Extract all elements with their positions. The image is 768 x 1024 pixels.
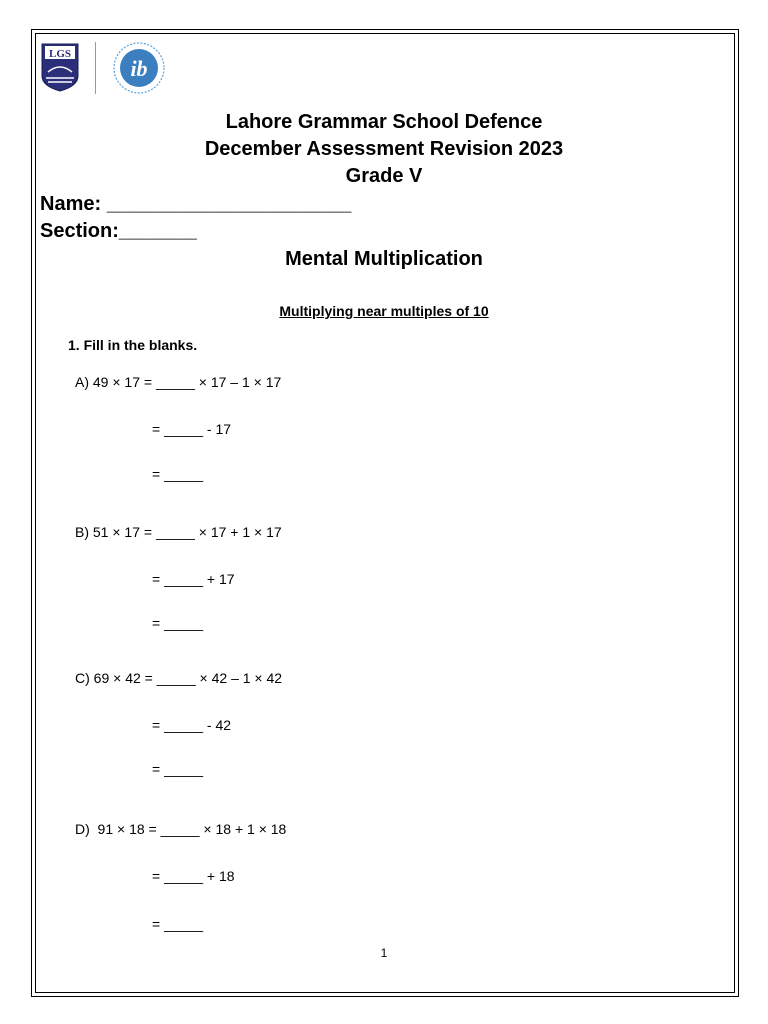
part-d-third-line[interactable]: = _____ xyxy=(152,916,203,932)
logo-divider xyxy=(95,42,96,94)
assessment-title: December Assessment Revision 2023 xyxy=(204,138,564,160)
grade-title: Grade V xyxy=(345,165,423,187)
part-a-first-line[interactable]: A) 49 × 17 = _____ × 17 – 1 × 17 xyxy=(75,374,282,390)
ib-logo xyxy=(112,41,166,95)
lgs-logo-text: LGS xyxy=(48,48,72,60)
section-field[interactable]: Section:_______ xyxy=(40,220,197,242)
part-c-first-line[interactable]: C) 69 × 42 = _____ × 42 – 1 × 42 xyxy=(75,670,283,686)
part-c-second-line[interactable]: = _____ - 42 xyxy=(152,717,232,733)
school-name: Lahore Grammar School Defence xyxy=(225,111,543,133)
page-number: 1 xyxy=(380,946,388,960)
part-d-second-line[interactable]: = _____ + 18 xyxy=(152,868,235,884)
part-c-third-line[interactable]: = _____ xyxy=(152,761,203,777)
part-a-third-line[interactable]: = _____ xyxy=(152,466,203,482)
ib-logo-text: ib xyxy=(130,56,148,81)
part-b-third-line[interactable]: = _____ xyxy=(152,615,203,631)
part-b-first-line[interactable]: B) 51 × 17 = _____ × 17 + 1 × 17 xyxy=(75,524,282,540)
question-instruction: 1. Fill in the blanks. xyxy=(68,337,198,353)
part-b-second-line[interactable]: = _____ + 17 xyxy=(152,571,235,587)
topic-heading: Mental Multiplication xyxy=(285,248,483,270)
name-field[interactable]: Name: ______________________ xyxy=(40,193,352,215)
part-a-second-line[interactable]: = _____ - 17 xyxy=(152,421,232,437)
part-d-first-line[interactable]: D) 91 × 18 = _____ × 18 + 1 × 18 xyxy=(75,821,287,837)
lgs-logo xyxy=(40,42,80,92)
topic-subheading: Multiplying near multiples of 10 xyxy=(279,303,489,319)
